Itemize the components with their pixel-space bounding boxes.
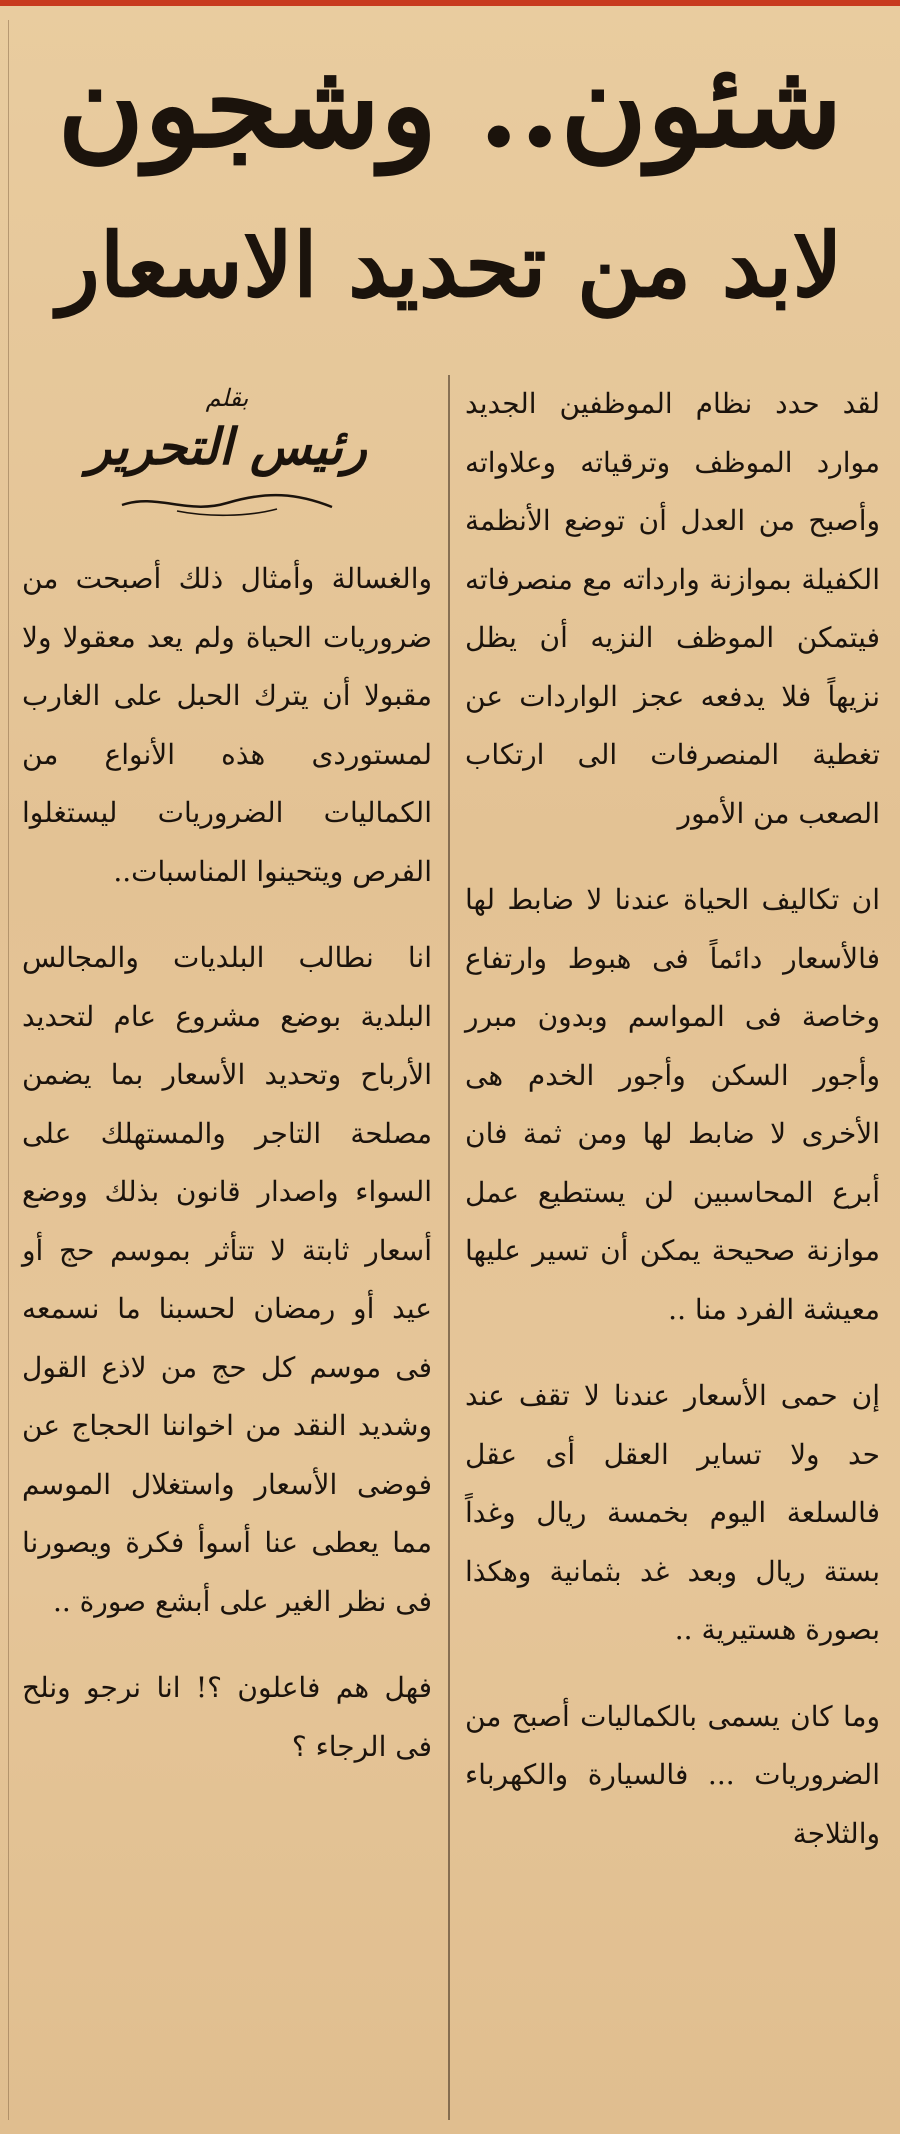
left-border-line — [8, 20, 9, 2120]
paragraph-gap — [465, 1339, 880, 1367]
paragraph: والغسالة وأمثال ذلك أصبحت من ضروريات الحياة ولم يعد معقولا ولا مقبولا أن يترك الحبل على الغارب لمستوردى هذه الأنواع من الكماليات الضروريات ليستغلوا الفرص ويتحينوا المناسبات.. — [22, 562, 432, 888]
subheadline: لابد من تحديد الاسعار — [57, 213, 843, 317]
left-column — [22, 375, 432, 1776]
paragraph: لقد حدد نظام الموظفين الجديد موارد الموظف وترقياته وعلاواته وأصبح من العدل أن توضع الأنظمة الكفيلة بموازنة وارداته مع منصرفاته فيتمكن الموظف النزيه أن يظل نزيهاً فلا يدفعه عجز الواردات عن تغطية المنصرفات الى ارتكاب الصعب من الأمور — [465, 387, 880, 830]
paragraph-gap — [465, 843, 880, 871]
headline: شئون.. وشجون — [57, 35, 843, 174]
right-column — [465, 375, 880, 1863]
column-divider — [448, 375, 450, 2120]
byline-prefix: بقلم — [205, 384, 249, 412]
paragraph: انا نطالب البلديات والمجالس البلدية بوضع مشروع عام لتحديد الأرباح وتحديد الأسعار بما يضمن مصلحة التاجر والمستهلك على السواء واصدار قانون بذلك ووضع أسعار ثابتة لا تتأثر بموسم حج أو عيد أو رمضان لحسبنا ما نسمعه فى موسم كل حج من لاذع القول وشديد النقد من اخواننا الحجاج عن فوضى الأسعار واستغلال الموسم مما يعطى عنا أسوأ فكرة ويصورنا فى نظر الغير على أبشع صورة .. — [22, 941, 432, 1618]
paragraph-gap — [22, 901, 432, 929]
paragraph: ان تكاليف الحياة عندنا لا ضابط لها فالأسعار دائماً فى هبوط وارتفاع وخاصة فى المواسم وبدون مبرر وأجور السكن وأجور الخدم هى الأخرى لا ضابط لها ومن ثمة فان أبرع المحاسبين لن يستطيع عمل موازنة صحيحة يمكن أن تسير عليها معيشة الفرد منا .. — [465, 883, 880, 1326]
paragraph: إن حمى الأسعار عندنا لا تقف عند حد ولا تساير العقل أى عقل فالسلعة اليوم بخمسة ريال وغداً بستة ريال وبعد غد بثمانية وهكذا بصورة هستيرية .. — [465, 1379, 880, 1646]
byline — [22, 375, 432, 550]
paragraph-gap — [465, 1660, 880, 1688]
signature-flourish-icon — [117, 491, 337, 517]
top-red-rule — [0, 0, 900, 6]
paragraph: وما كان يسمى بالكماليات أصبح من الضروريات ... فالسيارة والكهرباء والثلاجة — [465, 1699, 880, 1850]
paragraph-gap — [22, 1631, 432, 1659]
paragraph: فهل هم فاعلون ؟! انا نرجو ونلح فى الرجاء ؟ — [22, 1671, 432, 1763]
byline-author: رئيس التحرير — [87, 417, 367, 476]
